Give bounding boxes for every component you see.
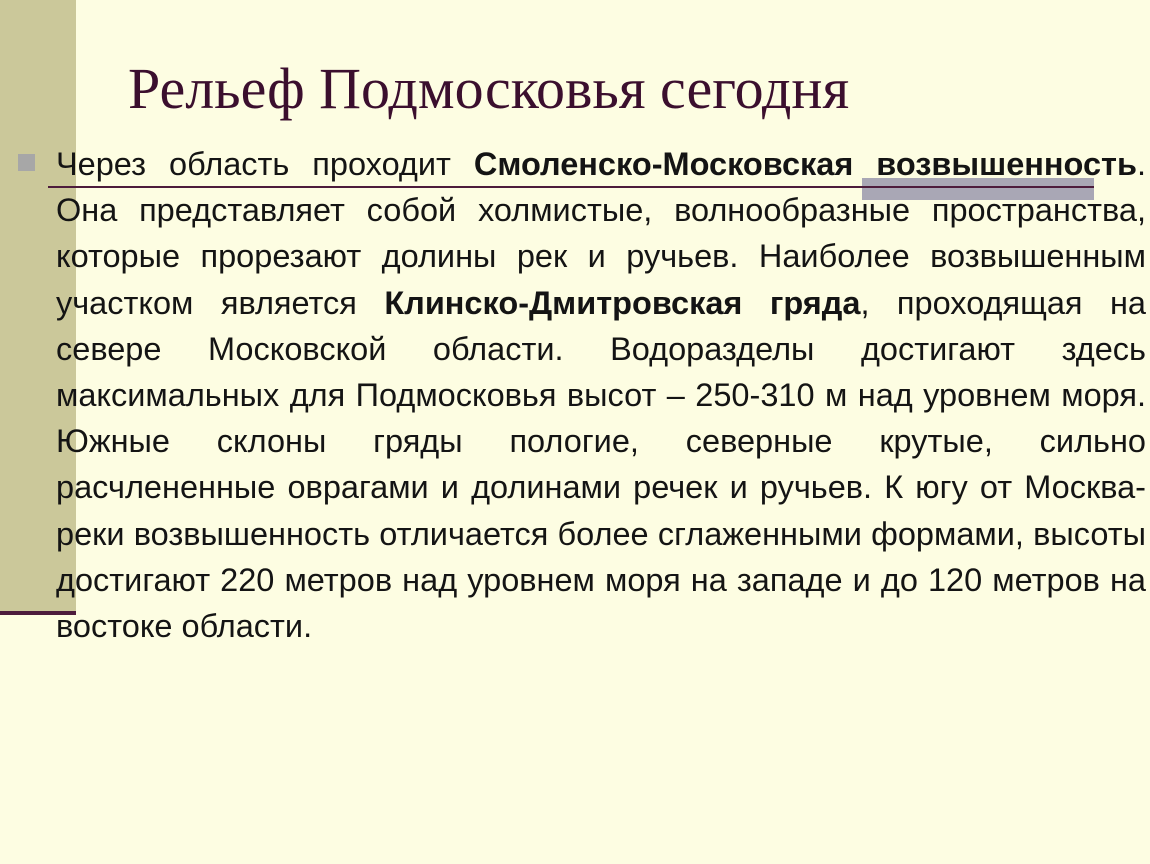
paragraph-text-1: Через область проходит [56, 146, 474, 182]
body-paragraph [56, 141, 1146, 649]
paragraph-bold-2: Клинско-Дмитровская гряда [384, 284, 861, 321]
paragraph-text-3: , проходящая на севере Московской области. Водоразделы достигают здесь максимальных для Подмосковья высот – 250-310 м над уровнем моря. Южные склоны гряды пологие, северные крутые, сильно расчлененные оврагами и долинами речек и ручьев. К югу от Москва-реки возвышенность отличается более сглаженными формами, высоты достигают 220 метров над уровнем моря на западе и до 120 метров на востоке области. [56, 284, 1147, 645]
paragraph-bold-1: Смоленско-Московская возвышенность [473, 146, 1137, 182]
paragraph-text-2: . Она представляет собой холмистые, волнообразные пространства, которые прорезают долины рек и ручьев. Наиболее возвышенным участком является [56, 146, 1146, 321]
bullet-square-icon [18, 154, 35, 171]
slide-title: Рельеф Подмосковья сегодня [128, 56, 850, 121]
